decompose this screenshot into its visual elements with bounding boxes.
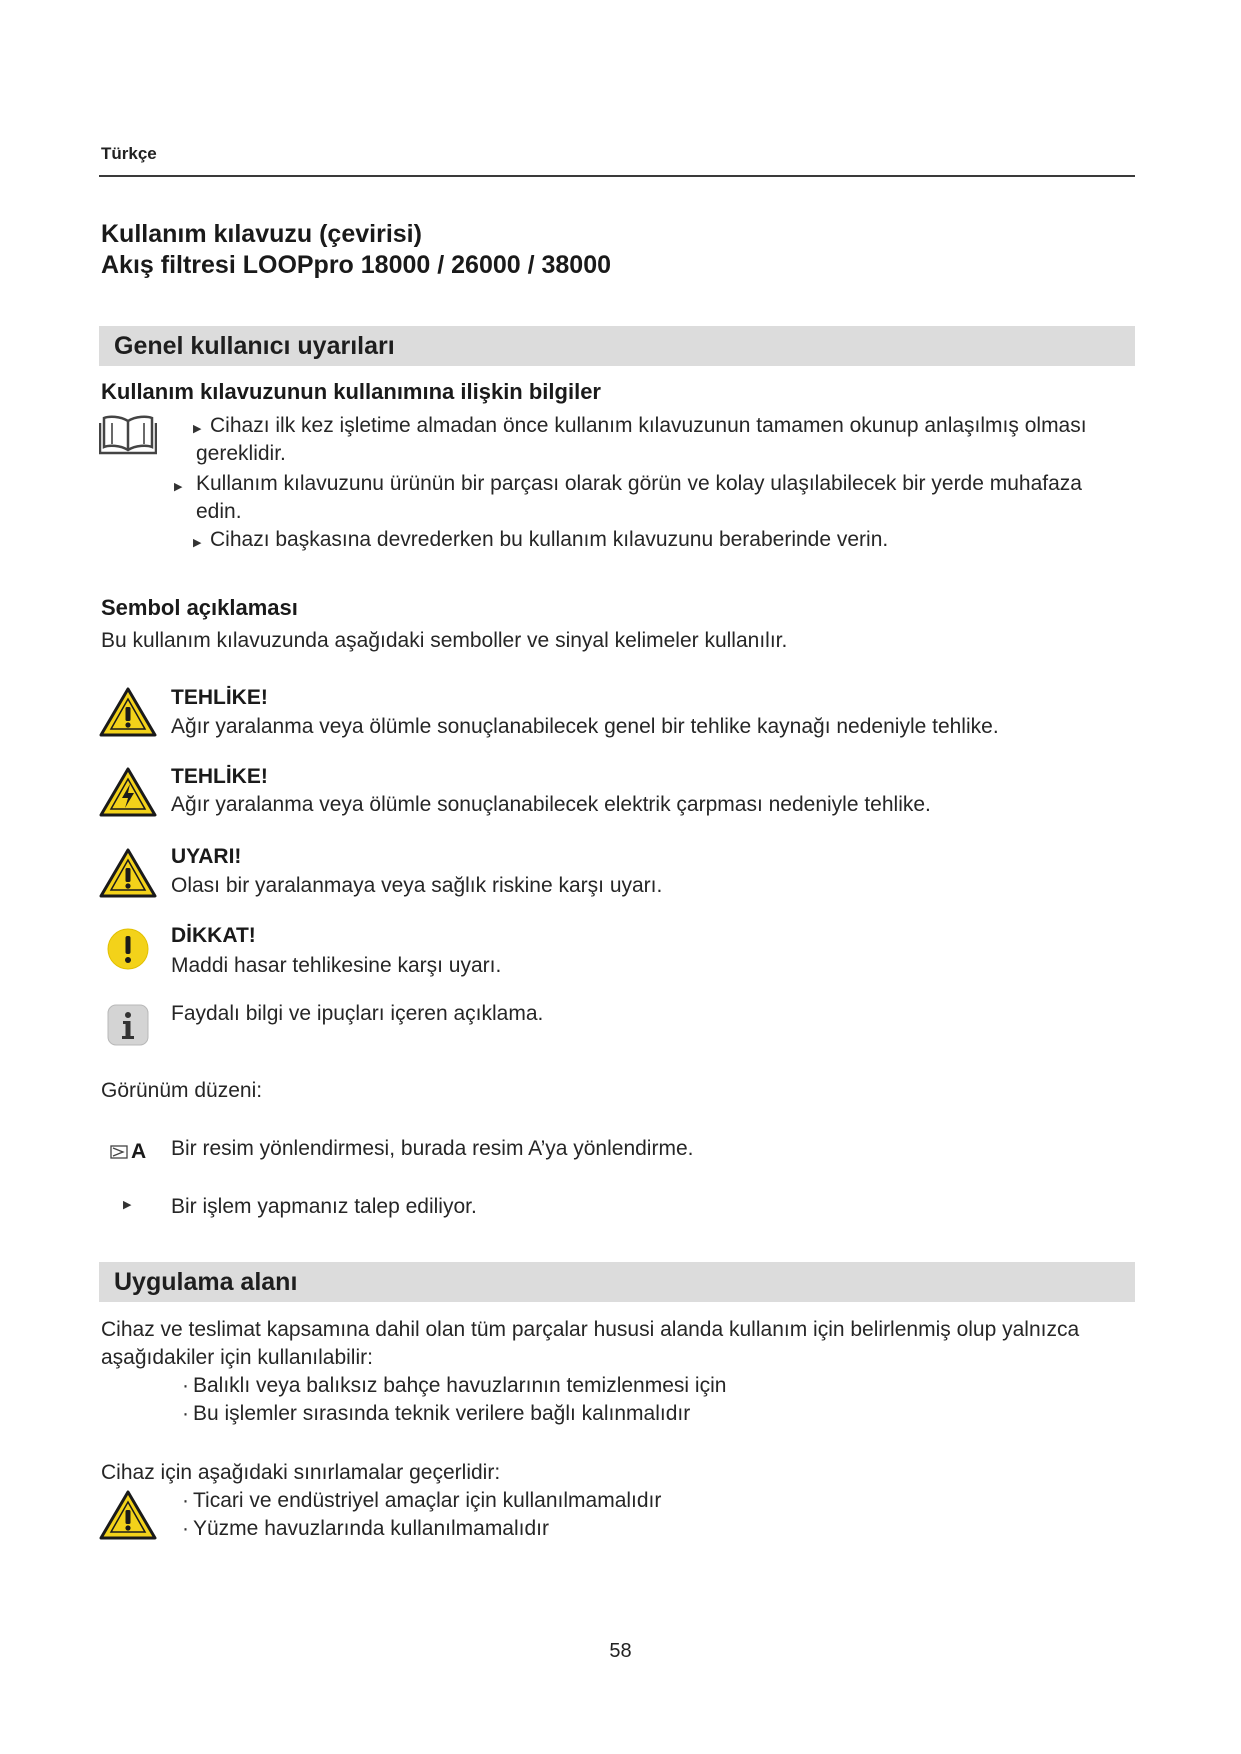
restriction-warning-icon: [99, 1489, 157, 1541]
header-divider: [99, 175, 1135, 177]
application-area-heading: Uygulama alanı: [114, 1268, 298, 1296]
section-heading: Genel kullanıcı uyarıları: [114, 332, 395, 360]
manual-info-item-3: Cihazı başkasına devrederken bu kullanım kılavuzunu beraberinde verin.: [210, 528, 889, 551]
manual-info-heading: Kullanım kılavuzunun kullanımına ilişkin bilgiler: [101, 379, 601, 404]
manual-info-item-1-line2: gereklidir.: [196, 442, 286, 465]
bullet-arrow-icon: ▶: [174, 481, 183, 493]
action-arrow-icon: ▶: [123, 1199, 132, 1211]
book-icon: [99, 413, 157, 455]
section-heading-bar: [99, 326, 1135, 366]
restriction-item-1: Ticari ve endüstriyel amaçlar için kullanılmamalıdır: [193, 1489, 662, 1512]
bullet-dot-icon: ·: [182, 1489, 189, 1512]
bullet-dot-icon: ·: [182, 1517, 189, 1540]
application-intro-line2: aşağıdakiler için kullanılabilir:: [101, 1346, 373, 1369]
bullet-arrow-icon: ▶: [193, 423, 202, 435]
warning-icon: [99, 847, 157, 899]
manual-info-item-2-line1: Kullanım kılavuzunu ürünün bir parçası olarak görün ve kolay ulaşılabilecek bir yerde muhafaza: [196, 472, 1082, 495]
action-description: Bir işlem yapmanız talep ediliyor.: [171, 1195, 477, 1218]
page-number: 58: [609, 1640, 632, 1662]
image-reference-icon: [110, 1145, 128, 1159]
application-intro-line1: Cihaz ve teslimat kapsamına dahil olan tüm parçalar hususi alanda kullanım için belirlenmiş olup yalnızca: [101, 1318, 1080, 1341]
info-icon: [106, 1003, 150, 1047]
warning-description: Olası bir yaralanmaya veya sağlık riskine karşı uyarı.: [171, 874, 663, 897]
symbols-intro: Bu kullanım kılavuzunda aşağıdaki semboller ve sinyal kelimeler kullanılır.: [101, 629, 788, 652]
document-title: Kullanım kılavuzu (çevirisi): [101, 220, 422, 248]
restrictions-intro: Cihaz için aşağıdaki sınırlamalar geçerlidir:: [101, 1461, 501, 1484]
bullet-dot-icon: ·: [182, 1374, 189, 1397]
electric-danger-label: TEHLİKE!: [171, 765, 268, 788]
document-subtitle: Akış filtresi LOOPpro 18000 / 26000 / 38000: [101, 251, 612, 279]
bullet-arrow-icon: ▶: [193, 537, 202, 549]
warning-label: UYARI!: [171, 845, 242, 868]
use-item-2: Bu işlemler sırasında teknik verilere bağlı kalınmalıdır: [193, 1402, 691, 1425]
restriction-item-2: Yüzme havuzlarında kullanılmamalıdır: [193, 1517, 549, 1540]
electric-shock-warning-icon: [99, 766, 157, 818]
danger-description: Ağır yaralanma veya ölümle sonuçlanabilecek genel bir tehlike kaynağı nedeniyle tehlike.: [171, 715, 999, 738]
caution-icon: [106, 927, 150, 971]
language-label: Türkçe: [101, 144, 157, 163]
layout-heading: Görünüm düzeni:: [101, 1079, 263, 1102]
caution-label: DİKKAT!: [171, 924, 256, 947]
symbols-heading: Sembol açıklaması: [101, 595, 298, 620]
caution-description: Maddi hasar tehlikesine karşı uyarı.: [171, 954, 502, 977]
electric-danger-description: Ağır yaralanma veya ölümle sonuçlanabilecek elektrik çarpması nedeniyle tehlike.: [171, 793, 931, 816]
image-reference-letter: A: [131, 1140, 147, 1163]
manual-info-item-2-line2: edin.: [196, 500, 242, 523]
info-description: Faydalı bilgi ve ipuçları içeren açıklama.: [171, 1002, 544, 1025]
use-item-1: Balıklı veya balıksız bahçe havuzlarının temizlenmesi için: [193, 1374, 727, 1397]
manual-info-item-1-line1: Cihazı ilk kez işletime almadan önce kullanım kılavuzunun tamamen okunup anlaşılmış olması: [210, 414, 1087, 437]
image-reference-description: Bir resim yönlendirmesi, burada resim A’ya yönlendirme.: [171, 1137, 694, 1160]
application-area-heading-bar: [99, 1262, 1135, 1302]
danger-warning-icon: [99, 686, 157, 738]
bullet-dot-icon: ·: [182, 1402, 189, 1425]
danger-label: TEHLİKE!: [171, 686, 268, 709]
